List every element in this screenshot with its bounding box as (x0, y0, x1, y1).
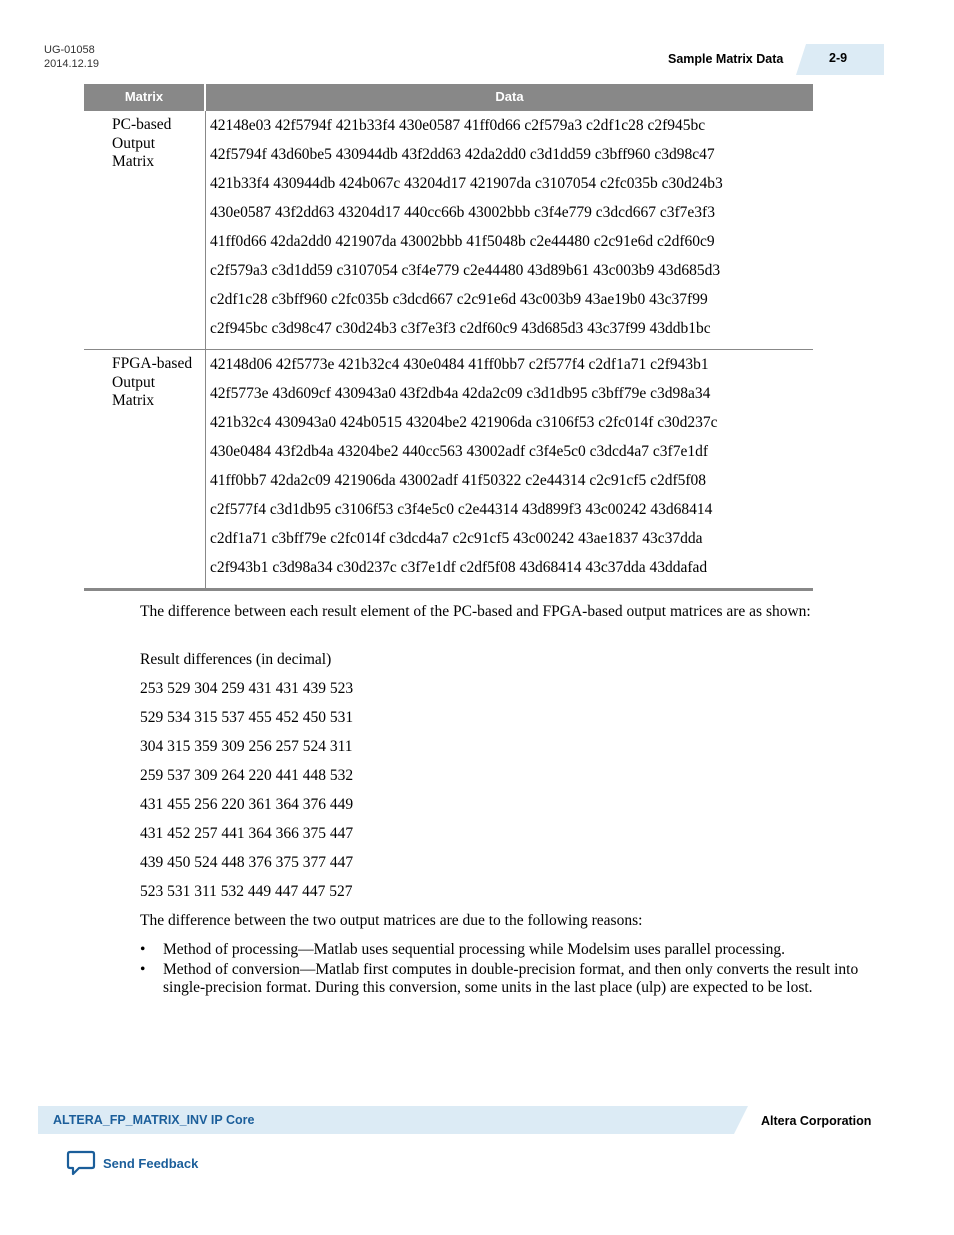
footer-product-link[interactable]: ALTERA_FP_MATRIX_INV IP Core (53, 1113, 255, 1127)
table-row: 42148e03 42f5794f 421b33f4 430e0587 41ff0d66 c2f579a3 c2df1c28 c2f945bc (210, 117, 706, 134)
difference-row: 431 455 256 220 361 364 376 449 (140, 796, 354, 813)
matrix-data-table (84, 84, 813, 591)
difference-row: 439 450 524 448 376 375 377 447 (140, 854, 354, 871)
table-row: 421b32c4 430943a0 424b0515 43204be2 421906da c3106f53 c2fc014f c30d237c (210, 414, 718, 431)
speech-bubble-icon (66, 1150, 96, 1177)
document-id: UG-01058 (44, 44, 95, 56)
document-date: 2014.12.19 (44, 58, 100, 70)
send-feedback-link[interactable] (66, 1150, 198, 1177)
table-group-pc-output (84, 111, 813, 350)
bullet-icon: • (140, 960, 146, 978)
table-row: c2df1a71 c3bff79e c2fc014f c3dcd4a7 c2c91cf5 43c00242 43ae1837 43c37dda (210, 530, 703, 547)
difference-row: 253 529 304 259 431 431 439 523 (140, 680, 354, 697)
send-feedback-label[interactable]: Send Feedback (103, 1156, 199, 1171)
row-label: FPGA-based Output Matrix (112, 355, 193, 409)
bullet-icon: • (140, 941, 146, 958)
difference-row: 529 534 315 537 455 452 450 531 (140, 709, 354, 726)
reasons-list (140, 941, 865, 999)
table-row: 42f5773e 43d609cf 430943a0 43f2db4a 42da2c09 c3d1db95 c3bff79e c3d98a34 (210, 385, 711, 402)
section-title: Sample Matrix Data (668, 52, 784, 66)
table-row: 421b33f4 430944db 424b067c 43204d17 421907da c3107054 c2fc035b c30d24b3 (210, 175, 723, 192)
list-item: • Method of conversion—Matlab first computes in double-precision format, and then only converts the result into single-precision format. During this conversion, some units in the last place (ulp) are expected to be lost. (140, 960, 859, 996)
table-row: c2df1c28 c3bff960 c2fc035b c3dcd667 c2c91e6d 43c003b9 43ae19b0 43c37f99 (210, 291, 708, 308)
difference-row: 259 537 309 264 220 441 448 532 (140, 767, 354, 784)
table-row: c2f945bc c3d98c47 c30d24b3 c3f7e3f3 c2df60c9 43d685d3 43c37f99 43ddb1bc (210, 320, 711, 337)
column-header-matrix: Matrix (124, 89, 164, 104)
table-row: 41ff0d66 42da2dd0 421907da 43002bbb 41f5048b c2e44480 c2c91e6d c2df60c9 (210, 233, 715, 250)
differences-heading: Result differences (in decimal) (140, 651, 332, 668)
table-row: 430e0587 43f2dd63 43204d17 440cc66b 43002bbb c3f4e779 c3dcd667 c3f7e3f3 (210, 204, 715, 221)
intro-paragraph: The difference between each result element of the PC-based and FPGA-based output matrices are as shown: (140, 603, 811, 620)
difference-row: 304 315 359 309 256 257 524 311 (140, 738, 353, 755)
difference-row: 431 452 257 441 364 366 375 447 (140, 825, 354, 842)
table-row: 42f5794f 43d60be5 430944db 43f2dd63 42da2dd0 c3d1dd59 c3bff960 c3d98c47 (210, 146, 715, 163)
footer-company: Altera Corporation (761, 1114, 872, 1128)
table-row: 42148d06 42f5773e 421b32c4 430e0484 41ff0bb7 c2f577f4 c2df1a71 c2f943b1 (210, 356, 709, 373)
table-group-fpga-output (84, 350, 813, 588)
row-label: PC-based Output Matrix (112, 116, 172, 170)
document-id-block (44, 43, 99, 71)
table-row: 41ff0bb7 42da2c09 421906da 43002adf 41f50322 c2e44314 c2c91cf5 c2df5f08 (210, 472, 707, 489)
table-row: 430e0484 43f2db4a 43204be2 440cc563 43002adf c3f4e5c0 c3dcd4a7 c3f7e1df (210, 443, 708, 460)
column-header-data: Data (495, 89, 524, 104)
page-number: 2-9 (829, 51, 848, 65)
table-bottom-rule (84, 588, 813, 591)
table-row: c2f943b1 c3d98a34 c30d237c c3f7e1df c2df5f08 43d68414 43c37dda 43ddafad (210, 559, 708, 576)
list-item: • Method of processing—Matlab uses sequential processing while Modelsim uses parallel processing. (140, 941, 786, 958)
table-row: c2f579a3 c3d1dd59 c3107054 c3f4e779 c2e44480 43d89b61 43c003b9 43d685d3 (210, 262, 721, 279)
reasons-intro: The difference between the two output matrices are due to the following reasons: (140, 912, 643, 929)
difference-row: 523 531 311 532 449 447 447 527 (140, 883, 353, 900)
table-row: c2f577f4 c3d1db95 c3106f53 c3f4e5c0 c2e44314 43d899f3 43c00242 43d68414 (210, 501, 713, 518)
table-header (84, 84, 813, 111)
